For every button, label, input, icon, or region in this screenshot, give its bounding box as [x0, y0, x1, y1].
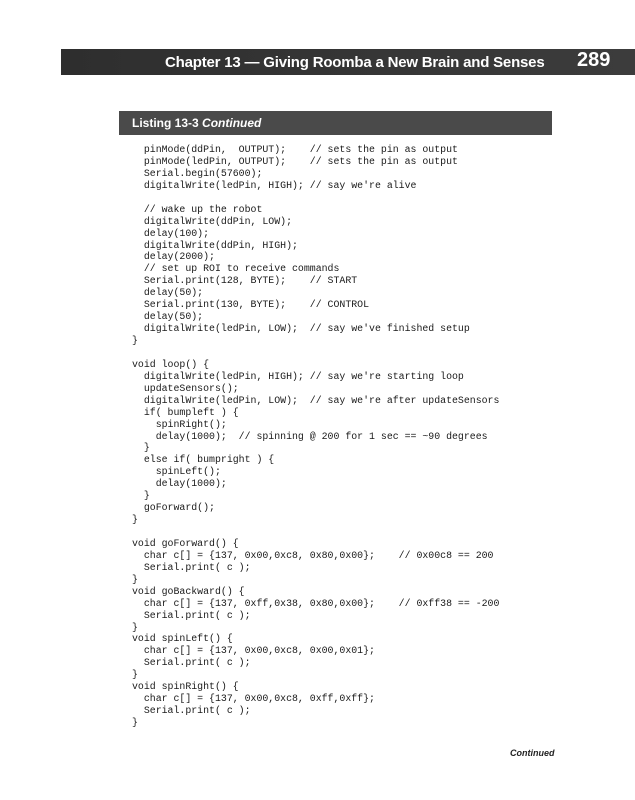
code-line	[132, 526, 499, 538]
code-line: Serial.print( c );	[132, 705, 251, 717]
code-line: char c[] = {137, 0x00,0xc8, 0x80,0x00}; // 0x00c8 == 200	[132, 549, 494, 561]
code-line: Serial.print( c );	[132, 657, 251, 669]
code-line: spinLeft();	[132, 466, 221, 478]
code-line: void loop() {	[132, 358, 210, 370]
code-listing	[132, 144, 499, 729]
code-line: delay(50);	[132, 311, 204, 323]
code-line: void goForward() {	[132, 537, 239, 549]
code-line: goForward();	[132, 502, 215, 514]
code-line: void spinLeft() {	[132, 633, 233, 645]
code-line: }	[132, 490, 150, 502]
page-number: 289	[577, 49, 611, 71]
code-line: }	[132, 573, 138, 585]
code-line: else if( bumpright ) {	[132, 454, 275, 466]
code-line: pinMode(ddPin, OUTPUT); // sets the pin as output	[132, 144, 458, 155]
code-line: Serial.print(130, BYTE); // CONTROL	[132, 299, 370, 311]
code-line	[132, 192, 499, 204]
code-line: }	[132, 442, 150, 454]
code-line: digitalWrite(ledPin, HIGH); // say we're starting loop	[132, 370, 464, 382]
code-line: void goBackward() {	[132, 585, 245, 597]
code-line: delay(1000); // spinning @ 200 for 1 sec == ~90 degrees	[132, 430, 488, 442]
code-line: char c[] = {137, 0x00,0xc8, 0xff,0xff};	[132, 693, 375, 705]
code-line: delay(2000);	[132, 251, 215, 263]
code-line: char c[] = {137, 0x00,0xc8, 0x00,0x01};	[132, 645, 375, 657]
code-line: Serial.begin(57600);	[132, 167, 263, 179]
code-line: }	[132, 669, 138, 681]
code-line: Serial.print(128, BYTE); // START	[132, 275, 358, 287]
code-line: spinRight();	[132, 418, 227, 430]
chapter-title: Chapter 13 — Giving Roomba a New Brain and Senses	[165, 54, 545, 71]
code-line: delay(1000);	[132, 478, 227, 490]
code-line: delay(50);	[132, 287, 204, 299]
code-line: }	[132, 621, 138, 633]
code-line: }	[132, 335, 138, 346]
code-line: Serial.print( c );	[132, 561, 251, 573]
code-line: }	[132, 717, 138, 728]
code-line: Serial.print( c );	[132, 609, 251, 621]
code-line: char c[] = {137, 0xff,0x38, 0x80,0x00}; // 0xff38 == -200	[132, 597, 500, 609]
code-line: void spinRight() {	[132, 681, 239, 693]
listing-continued-label: Continued	[202, 116, 262, 130]
code-line: digitalWrite(ledPin, LOW); // say we're after updateSensors	[132, 394, 500, 406]
code-line: if( bumpleft ) {	[132, 406, 239, 418]
code-line: // set up ROI to receive commands	[132, 263, 340, 275]
listing-title	[132, 114, 261, 132]
code-line: digitalWrite(ddPin, HIGH);	[132, 239, 298, 251]
code-line	[132, 347, 499, 359]
code-line: digitalWrite(ledPin, LOW); // say we've finished setup	[132, 323, 470, 335]
code-line: pinMode(ledPin, OUTPUT); // sets the pin as output	[132, 155, 458, 167]
code-line: // wake up the robot	[132, 203, 263, 215]
code-line: digitalWrite(ledPin, HIGH); // say we're alive	[132, 179, 417, 191]
code-line: delay(100);	[132, 227, 210, 239]
listing-label: Listing 13-3	[132, 116, 199, 130]
code-line: digitalWrite(ddPin, LOW);	[132, 215, 293, 227]
code-line: }	[132, 514, 138, 526]
continued-footer: Continued	[510, 748, 555, 758]
code-line: updateSensors();	[132, 382, 239, 394]
